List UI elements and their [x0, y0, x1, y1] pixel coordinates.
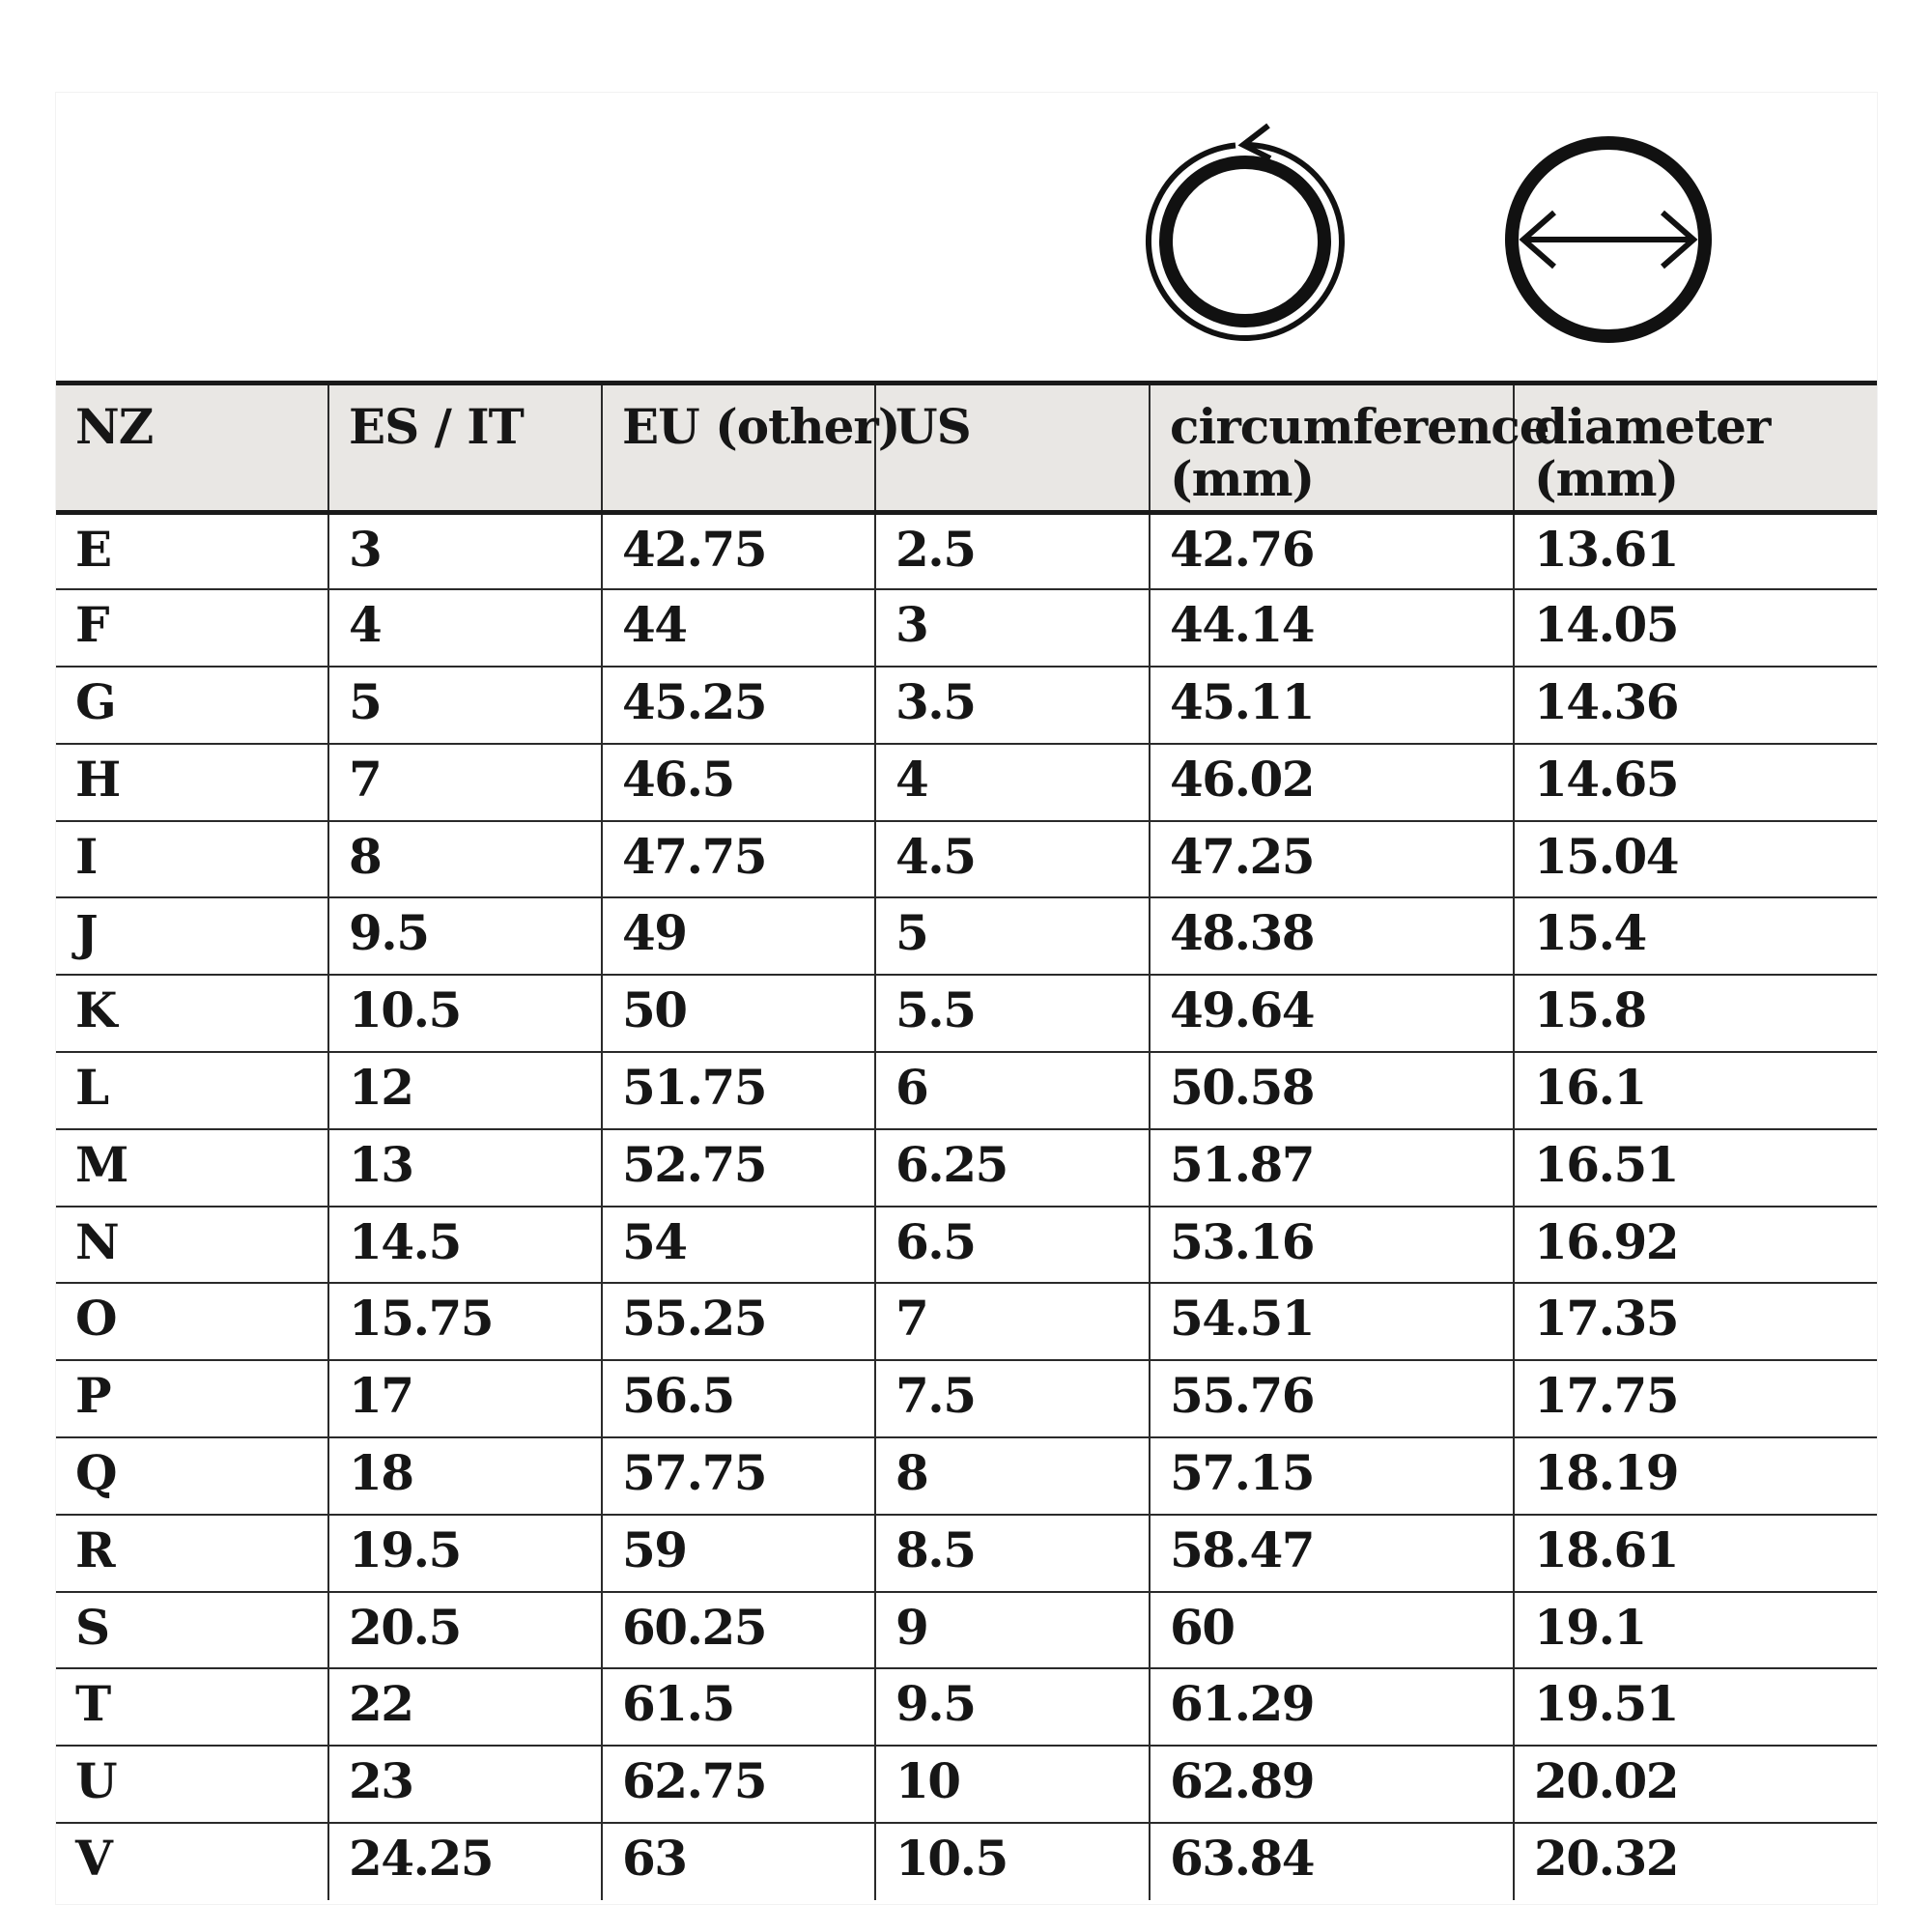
table-cell-es-it: 9.5 — [328, 897, 602, 975]
table-cell-circumference: 62.89 — [1150, 1746, 1514, 1823]
table-cell-nz: U — [56, 1746, 328, 1823]
table-header — [56, 384, 1877, 513]
table-cell-circumference: 46.02 — [1150, 744, 1514, 821]
table-cell-nz: S — [56, 1592, 328, 1669]
column-header-us — [875, 384, 1150, 513]
table-row — [56, 667, 1877, 744]
table-cell-eu-other: 46.5 — [602, 744, 875, 821]
table-cell-es-it: 19.5 — [328, 1515, 602, 1592]
table-cell-us: 7 — [875, 1283, 1150, 1360]
table-cell-es-it: 5 — [328, 667, 602, 744]
table-cell-es-it: 20.5 — [328, 1592, 602, 1669]
table-cell-eu-other: 45.25 — [602, 667, 875, 744]
table-cell-eu-other: 47.75 — [602, 821, 875, 898]
table-cell-es-it: 14.5 — [328, 1207, 602, 1284]
table-row — [56, 513, 1877, 590]
table-cell-diameter: 19.51 — [1514, 1668, 1877, 1746]
table-cell-us: 9.5 — [875, 1668, 1150, 1746]
table-cell-eu-other: 50 — [602, 975, 875, 1052]
table-row — [56, 1129, 1877, 1207]
header-row — [56, 384, 1877, 513]
table-row — [56, 975, 1877, 1052]
table-cell-es-it: 15.75 — [328, 1283, 602, 1360]
table-row — [56, 1207, 1877, 1284]
ring-size-chart — [56, 93, 1877, 1904]
table-cell-diameter: 16.51 — [1514, 1129, 1877, 1207]
table-row — [56, 1515, 1877, 1592]
table-cell-nz: P — [56, 1360, 328, 1437]
table-cell-circumference: 51.87 — [1150, 1129, 1514, 1207]
table-cell-nz: G — [56, 667, 328, 744]
table-cell-diameter: 20.02 — [1514, 1746, 1877, 1823]
table-cell-nz: Q — [56, 1437, 328, 1515]
table-cell-circumference: 50.58 — [1150, 1052, 1514, 1129]
table-row — [56, 1746, 1877, 1823]
table-cell-us: 6 — [875, 1052, 1150, 1129]
table-cell-eu-other: 63 — [602, 1823, 875, 1900]
table-cell-nz: E — [56, 513, 328, 590]
table-cell-us: 9 — [875, 1592, 1150, 1669]
table-cell-circumference: 61.29 — [1150, 1668, 1514, 1746]
table-cell-eu-other: 62.75 — [602, 1746, 875, 1823]
table-cell-eu-other: 52.75 — [602, 1129, 875, 1207]
table-cell-diameter: 17.35 — [1514, 1283, 1877, 1360]
table-cell-es-it: 24.25 — [328, 1823, 602, 1900]
table-cell-eu-other: 59 — [602, 1515, 875, 1592]
table-cell-nz: H — [56, 744, 328, 821]
table-cell-diameter: 15.4 — [1514, 897, 1877, 975]
table-cell-es-it: 10.5 — [328, 975, 602, 1052]
table-cell-es-it: 4 — [328, 589, 602, 667]
table-cell-us: 6.25 — [875, 1129, 1150, 1207]
table-cell-diameter: 14.05 — [1514, 589, 1877, 667]
table-cell-nz: T — [56, 1668, 328, 1746]
table-cell-eu-other: 54 — [602, 1207, 875, 1284]
table-cell-circumference: 45.11 — [1150, 667, 1514, 744]
table-cell-es-it: 3 — [328, 513, 602, 590]
table-cell-nz: R — [56, 1515, 328, 1592]
column-header-text: NZ — [75, 398, 154, 455]
table-cell-us: 5.5 — [875, 975, 1150, 1052]
table-cell-diameter: 19.1 — [1514, 1592, 1877, 1669]
table-cell-diameter: 16.92 — [1514, 1207, 1877, 1284]
table-cell-nz: V — [75, 1830, 112, 1888]
table-row — [56, 1052, 1877, 1129]
column-header-text: circumference — [1170, 398, 1549, 455]
table-cell-circumference: 42.76 — [1150, 513, 1514, 590]
table-cell-nz: M — [56, 1129, 328, 1207]
table-cell-us: 8.5 — [875, 1515, 1150, 1592]
table-cell-eu-other: 44 — [602, 589, 875, 667]
table-cell-es-it: 13 — [328, 1129, 602, 1207]
table-cell-es-it: 17 — [328, 1360, 602, 1437]
table-cell-circumference: 57.15 — [1150, 1437, 1514, 1515]
icon-row — [56, 93, 1877, 381]
table-cell-diameter: 20.32 — [1514, 1823, 1877, 1900]
table-cell-us: 10.5 — [875, 1823, 1150, 1900]
column-header-text: US — [895, 398, 971, 455]
table-cell-nz: O — [56, 1283, 328, 1360]
table-cell-nz: L — [56, 1052, 328, 1129]
table-cell-us: 4.5 — [875, 821, 1150, 898]
table-cell-diameter: 17.75 — [1514, 1360, 1877, 1437]
table-cell-es-it: 8 — [328, 821, 602, 898]
column-header-es-it — [328, 384, 602, 513]
table-row — [56, 1283, 1877, 1360]
table-cell-eu-other: 42.75 — [602, 513, 875, 590]
table-cell-es-it: 18 — [328, 1437, 602, 1515]
column-header-text: ES / IT — [349, 398, 524, 455]
table-cell-us: 2.5 — [875, 513, 1150, 590]
table-cell-us: 8 — [875, 1437, 1150, 1515]
table-row — [56, 1823, 1877, 1900]
column-header-circumference — [1150, 384, 1549, 513]
table-row — [56, 744, 1877, 821]
table-cell-diameter: 14.36 — [1514, 667, 1877, 744]
table-cell-us: 7.5 — [875, 1360, 1150, 1437]
table-row — [56, 897, 1877, 975]
table-row — [56, 1592, 1877, 1669]
table-cell-us: 4 — [875, 744, 1150, 821]
table-cell-nz: N — [56, 1207, 328, 1284]
table-cell-es-it: 7 — [328, 744, 602, 821]
table-cell-es-it: 22 — [328, 1668, 602, 1746]
table-cell-nz: K — [56, 975, 328, 1052]
table-cell-nz: F — [56, 589, 328, 667]
table-cell-diameter: 15.04 — [1514, 821, 1877, 898]
table-cell-es-it: 12 — [328, 1052, 602, 1129]
table-row — [56, 821, 1877, 898]
table-cell-eu-other: 61.5 — [602, 1668, 875, 1746]
column-header-text: diameter — [1534, 398, 1771, 455]
table-cell-es-it: 23 — [328, 1746, 602, 1823]
table-cell-us: 10 — [875, 1746, 1150, 1823]
table-cell-eu-other: 55.25 — [602, 1283, 875, 1360]
table-cell-circumference: 47.25 — [1150, 821, 1514, 898]
table-cell-us: 6.5 — [875, 1207, 1150, 1284]
column-header-text: (mm) — [1170, 450, 1315, 507]
table-cell-us: 3.5 — [875, 667, 1150, 744]
table-cell-nz: I — [56, 821, 328, 898]
diameter-icon — [1500, 131, 1718, 349]
column-header-eu-other — [602, 384, 900, 513]
table-cell-circumference: 63.84 — [1150, 1823, 1514, 1900]
table-cell-circumference: 44.14 — [1150, 589, 1514, 667]
table-cell-circumference: 48.38 — [1150, 897, 1514, 975]
circumference-icon — [1143, 120, 1355, 342]
table-cell-diameter: 14.65 — [1514, 744, 1877, 821]
table-row — [56, 1360, 1877, 1437]
table-cell-eu-other: 49 — [602, 897, 875, 975]
table-cell-diameter: 16.1 — [1514, 1052, 1877, 1129]
table-cell-us: 5 — [875, 897, 1150, 975]
table-cell-circumference: 55.76 — [1150, 1360, 1514, 1437]
table-cell-eu-other: 57.75 — [602, 1437, 875, 1515]
ring-size-table — [56, 381, 1877, 1900]
table-row — [56, 589, 1877, 667]
table-cell-diameter: 15.8 — [1514, 975, 1877, 1052]
table-cell-circumference: 58.47 — [1150, 1515, 1514, 1592]
table-cell-eu-other: 60.25 — [602, 1592, 875, 1669]
table-cell-eu-other: 51.75 — [602, 1052, 875, 1129]
table-cell-us: 3 — [875, 589, 1150, 667]
column-header-text: (mm) — [1534, 450, 1679, 507]
table-row — [56, 1668, 1877, 1746]
table-cell-circumference: 54.51 — [1150, 1283, 1514, 1360]
column-header-nz — [56, 384, 328, 513]
table-cell-diameter: 18.61 — [1514, 1515, 1877, 1592]
table-row — [56, 1437, 1877, 1515]
column-header-text: EU (other) — [622, 398, 900, 455]
table-cell-circumference: 60 — [1150, 1592, 1514, 1669]
table-cell-nz: J — [56, 897, 328, 975]
table-cell-eu-other: 56.5 — [602, 1360, 875, 1437]
table-body — [56, 513, 1877, 1900]
column-header-diameter — [1514, 384, 1877, 513]
table-cell-circumference: 49.64 — [1150, 975, 1514, 1052]
table-cell-diameter: 13.61 — [1514, 513, 1877, 590]
table-cell-diameter: 18.19 — [1514, 1437, 1877, 1515]
table-cell-circumference: 53.16 — [1150, 1207, 1514, 1284]
